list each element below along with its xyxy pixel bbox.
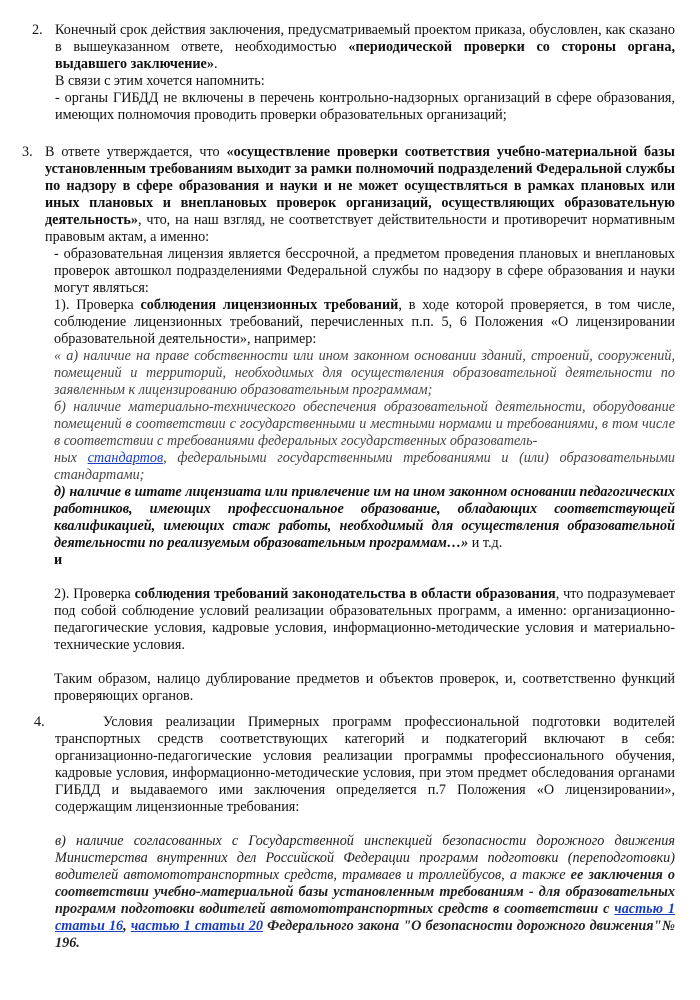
item-3 xyxy=(45,144,675,705)
item-4-quote: в) наличие согласованных с Государственной инспекцией безопасности дорожного движения Министерства внутренних дел Российской Федерации программ подготовки (переподготовки) водителей автомототранспортных средств, трамваев и троллейбусов, а также ее заключения о соответствии учебно-материальной базы установленным требованиям - для образовательных программ подготовки водителей автомототранспортных средств в соответствии с частью 1 статьи 16, частью 1 статьи 20 Федерального закона "О безопасности дорожного движения"№ 196. xyxy=(55,833,676,951)
item-4 xyxy=(55,714,675,952)
item-3-conclusion: Таким образом, налицо дублирование предметов и объектов проверок, и, соответственно функций проверяющих органов. xyxy=(54,671,675,704)
item-3-check-2: 2). Проверка соблюдения требований законодательства в области образования, что подразумевает под собой соблюдение условий реализации образовательных программ, а именно: организационно-педагогические условия, кадровые условия, информационно-методические условия и материально-технические условия. xyxy=(54,586,675,653)
law-article-16-link[interactable]: частью 1 статьи 16 xyxy=(55,901,675,934)
item-3-check-1: 1). Проверка соблюдения лицензионных требований, в ходе которой проверяется, в том числе, соблюдение лицензионных требований, перечисленных п.п. 5, 6 Положения «О лицензировании образовательной деятельности», например: xyxy=(54,297,675,347)
item-3-body xyxy=(45,246,675,705)
conjunction-and: и xyxy=(54,552,63,568)
item-3-number: 3. xyxy=(22,144,33,160)
item-3-paragraph-2: - образовательная лицензия является бессрочной, а предметом проведения плановых и внеплановых проверок автошкол подразделениями Федеральной службы по надзору в сфере образования и науки могут являться: xyxy=(54,246,675,296)
item-2-paragraph-2: В связи с этим хочется напомнить: xyxy=(55,73,265,89)
item-4-number: 4. xyxy=(34,714,45,730)
item-2-paragraph-3: - органы ГИБДД не включены в перечень контрольно-надзорных организаций в сфере образования, имеющих полномочия проводить проверки образовательных организаций; xyxy=(55,90,675,123)
item-2-paragraph-1: Конечный срок действия заключения, предусматриваемый проектом приказа, обусловлен, как сказано в вышеуказанном ответе, необходимостью «периодической проверки со стороны органа, выдавшего заключение». xyxy=(55,22,675,72)
law-article-20-link[interactable]: частью 1 статьи 20 xyxy=(130,918,263,934)
quote-clause-b-cont: ных стандартов, федеральными государственными требованиями и (или) образовательными стандартами; xyxy=(54,450,675,483)
quote-clause-d: д) наличие в штате лицензиата или привлечение им на ином законном основании педагогических работников, имеющих профессиональное образование, обладающих соответствующей квалификацией, имеющих стаж работы, необходимый для осуществления образовательной деятельности по реализуемым образовательным программам…» и т.д. xyxy=(54,484,675,551)
item-4-paragraph-1: Условия реализации Примерных программ профессиональной подготовки водителей транспортных средств соответствующих категорий и подкатегорий включают в себя: организационно-педагогические условия реализации программы профессионального обучения, кадровые условия, информационно-методические условия, при этом предмет обследования органами ГИБДД и выдаваемого ими заключения определяется п.7 Положения «О лицензировании», содержащим лицензионные требования: xyxy=(55,714,675,815)
item-2 xyxy=(55,22,675,124)
quote-clause-a: « а) наличие на праве собственности или ином законном основании зданий, строений, сооружений, помещений и территорий, необходимых для осуществления образовательной деятельности по заявленным к лицензированию образовательным программам; xyxy=(54,348,675,398)
standards-link[interactable]: стандартов xyxy=(87,450,164,466)
item-2-number: 2. xyxy=(32,22,43,38)
item-3-paragraph-1: В ответе утверждается, что «осуществление проверки соответствия учебно-материальной базы установленным требованиям выходит за рамки полномочий подразделений Федеральной службы по надзору в сфере образования и науки и не может осуществляться в рамках плановых или иных плановых и внеплановых проверок организаций, осуществляющих образовательную деятельность», что, на наш взгляд, не соответствует действительности и противоречит нормативным правовым актам, а именно: xyxy=(45,144,675,245)
quote-clause-b: б) наличие материально-технического обеспечения образовательной деятельности, оборудование помещений в соответствии с государственными и местными нормами и требованиями, в том числе в соответствии с требованиями федеральных государственных образователь- xyxy=(54,399,675,449)
